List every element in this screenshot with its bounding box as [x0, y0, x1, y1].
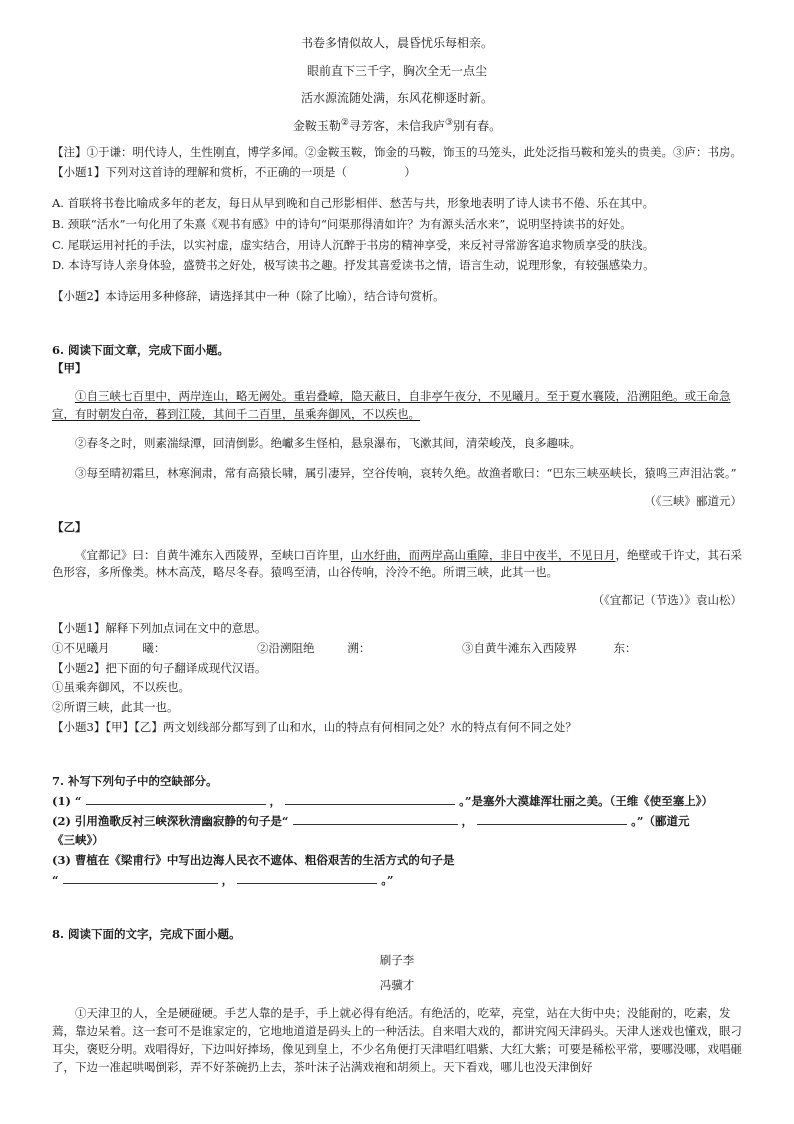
q6-jia-paragraph-2: ②春冬之时，则素湍绿潭，回清倒影。绝巘多生怪柏，悬泉瀑布，飞漱其间，清荣峻茂，良多趣味。	[75, 436, 581, 451]
q8-heading: 8. 阅读下面的文字，完成下面小题。	[52, 926, 241, 941]
q8-article-author: 冯骥才	[379, 978, 415, 993]
q6-passage-jia-label: 【甲】	[52, 360, 87, 375]
q8-paragraph-1: ①天津卫的人，全是硬碰硬。手艺人靠的是手，手上就必得有绝活。有绝活的，吃荤，亮堂，站在大街中央；没能耐的，吃素，发蔫，靠边呆着。这一套可不是谁家定的，它地地道道是码头上的一种活法。自来唱大戏的，都讲究闯天津码头。天津人迷戏也懂戏，眼刁耳尖，褒贬分明。戏唱得好，下边叫好捧场，像见到皇上，不少名角便打天津唱红唱紫、大红大紫；可要是稀松平常，要哪没哪，戏唱砸了，下边一准起哄喝倒彩，弄不好茶碗扔上去，茶叶沫子沾满戏袍和胡须上。天下看戏，哪儿也没天津倒好	[52, 1006, 742, 1074]
q7-item-3-blanks	[52, 872, 742, 890]
poem-line-2: 眼前直下三千字，胸次全无一点尘	[306, 63, 487, 78]
q7-blank-1a[interactable]	[86, 793, 266, 805]
poem-line-4-part-a: 金鞍玉勒	[292, 118, 341, 133]
q7-item-1-close: 。”是塞外大漠雄浑壮丽之美。（王维《使至塞上》）	[459, 793, 713, 808]
q6-word-3-phrase: ③自黄牛滩东入西陵界	[462, 640, 577, 655]
q6-word-row	[52, 640, 742, 658]
q6-yi-paragraph	[52, 547, 742, 583]
q7-item-3-open: “	[52, 872, 59, 887]
poem-line-3: 活水源流随处满，东风花柳逐时新。	[300, 91, 493, 106]
note-marker-2: ②	[340, 117, 349, 128]
q6-subquestion-1: 【小题1】解释下列加点词在文中的意思。	[52, 621, 267, 635]
q7-item-1	[52, 793, 742, 811]
q7-item-1-comma: ，	[269, 793, 282, 808]
q6-word-2	[257, 640, 462, 658]
q6-translate-2: ②所谓三峡，此其一也。	[52, 700, 179, 715]
q6-yi-underlined: 山水纡曲，而两岸高山重障，非日中夜半，不见日月	[351, 547, 616, 562]
q6-word-3-target: 东：	[613, 640, 637, 655]
q6-subquestion-3: 【小题3】【甲】【乙】两文划线部分都写到了山和水，山的特点有何相同之处？水的特点有何不同之处？	[52, 720, 577, 735]
q6-passage-yi-label: 【乙】	[52, 519, 87, 534]
poem-line-1: 书卷多情似故人，晨昏忧乐每相亲。	[300, 36, 493, 50]
q7-item-2-comma: ，	[461, 813, 474, 828]
q7-item-2-source: 《三峡》）	[52, 833, 104, 848]
q6-jia-source: （《三峡》郦道元）	[644, 493, 742, 508]
q5-option-c[interactable]: C. 尾联运用衬托的手法，以实衬虚，虚实结合，用诗人沉醉于书房的精神享受，来反衬寻常游客追求物质享受的肤浅。	[52, 237, 655, 252]
q6-subquestion-2: 【小题2】把下面的句子翻译成现代汉语。	[52, 660, 267, 675]
q5-option-a[interactable]: A. 首联将书卷比喻成多年的老友，每日从早到晚和自己形影相伴、愁苦与共，形象地表明了诗人读书不倦、乐在其中。	[52, 196, 655, 210]
q6-word-2-target: 溯：	[347, 640, 371, 655]
q6-word-1-phrase: ①不见曦月	[52, 640, 110, 655]
q7-item-3-comma: ，	[221, 872, 234, 887]
q7-blank-1b[interactable]	[285, 793, 455, 805]
q7-blank-3b[interactable]	[237, 872, 377, 884]
poem-line-4	[52, 117, 742, 136]
q5-subquestion-1: 【小题1】下列对这首诗的理解和赏析，不正确的一项是（ ）	[52, 165, 416, 180]
q6-yi-text-b: ，绝壁或千许丈，其石采色形容，多所像类。林木高茂，略尽冬春。猿鸣至清，山谷传响，泠泠不绝。所谓三峡，此其一也。	[52, 547, 742, 580]
q7-item-2	[52, 813, 742, 831]
q6-word-1	[52, 640, 257, 658]
q5-option-d[interactable]: D. 本诗写诗人亲身体验，盛赞书之好处，极写读书之趣。抒发其喜爱读书之情，语言生动，说理形象，有较强感染力。	[52, 258, 655, 273]
q6-yi-source: （《宜都记（节选）》袁山松）	[592, 593, 742, 608]
q7-blank-3a[interactable]	[63, 872, 218, 884]
q5-option-b[interactable]: B. 颈联“活水”一句化用了朱熹《观书有感》中的诗句“问渠那得清如许？为有源头活水来”，说明坚持读书的好处。	[52, 216, 632, 231]
q6-word-2-phrase: ②沿溯阻绝	[257, 640, 315, 655]
q7-item-3-close: 。”	[381, 872, 394, 887]
q7-item-3: (3) 曹植在《梁甫行》中写出边海人民衣不遮体、粗俗艰苦的生活方式的句子是	[52, 853, 455, 868]
poem-line-4-part-c: 别有春。	[453, 118, 502, 133]
poem-annotation: 【注】①于谦：明代诗人，生性刚直，博学多闻。②金鞍玉鞍，饰金的马鞍，饰玉的马笼头，此处泛指马鞍和笼头的贵美。③庐：书房。	[52, 145, 742, 160]
note-marker-3: ③	[445, 117, 454, 128]
q7-heading: 7. 补写下列句子中的空缺部分。	[52, 773, 218, 788]
poem-line-4-part-b: 寻芳客，未信我庐	[348, 118, 445, 133]
q7-blank-2a[interactable]	[293, 813, 458, 825]
q6-word-3	[462, 640, 637, 658]
q6-jia-paragraph-3: ③每至晴初霜旦，林寒涧肃，常有高猿长啸，属引凄异，空谷传响，哀转久绝。故渔者歌曰：“巴东三峡巫峡长，猿鸣三声泪沾裳。”	[75, 466, 737, 481]
q6-jia-paragraph-1: ①自三峡七百里中，两岸连山，略无阙处。重岩叠嶂，隐天蔽日，自非亭午夜分，不见曦月。至于夏水襄陵，沿溯阻绝。或王命急宣，有时朝发白帝，暮到江陵，其间千二百里，虽乘奔御风，不以疾也。	[52, 388, 731, 421]
q7-item-2-close: 。”（郦道元	[631, 813, 690, 828]
q5-subquestion-2: 【小题2】本诗运用多种修辞，请选择其中一种（除了比喻），结合诗句赏析。	[52, 289, 445, 304]
q7-blank-2b[interactable]	[477, 813, 627, 825]
q6-translate-1: ①虽乘奔御风，不以疾也。	[52, 680, 190, 695]
q7-item-1-open: (1) “	[52, 793, 82, 808]
q7-item-2-open: (2) 引用渔歌反衬三峡深秋清幽寂静的句子是“	[52, 813, 289, 828]
q8-article-title: 刷子李	[379, 952, 415, 967]
q6-heading: 6. 阅读下面文章，完成下面小题。	[52, 343, 230, 358]
q6-yi-text-a: 《宜都记》曰：自黄牛滩东入西陵界，至峡口百许里，	[75, 547, 351, 562]
q6-word-1-target: 曦：	[142, 640, 166, 655]
